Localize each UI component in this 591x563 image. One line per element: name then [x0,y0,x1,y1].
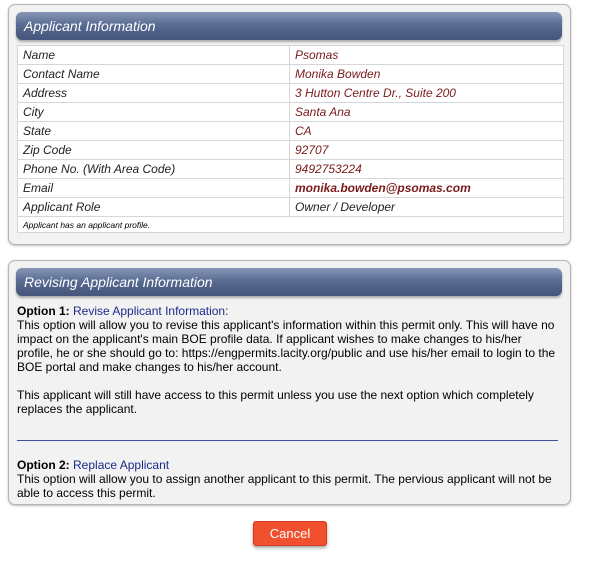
revising-options [17,304,558,500]
info-row [18,122,564,141]
info-row [18,179,564,198]
info-value: 3 Hutton Centre Dr., Suite 200 [290,84,564,103]
info-label: State [18,122,290,141]
info-row [18,84,564,103]
info-value: 9492753224 [290,160,564,179]
applicant-info-table [17,45,564,233]
info-row [18,198,564,217]
option1-label: Option 1: [17,304,70,318]
revising-applicant-panel [8,260,571,505]
info-value: CA [290,122,564,141]
revise-applicant-link[interactable]: Revise Applicant Information: [73,304,229,318]
option2-heading [17,458,558,472]
profile-note: Applicant has an applicant profile. [18,217,564,233]
info-value: Santa Ana [290,103,564,122]
cancel-button[interactable]: Cancel [253,521,327,546]
info-label: Email [18,179,290,198]
info-label: Address [18,84,290,103]
info-label: Phone No. (With Area Code) [18,160,290,179]
info-row [18,103,564,122]
info-label: City [18,103,290,122]
revising-applicant-header: Revising Applicant Information [16,268,562,296]
option1-heading [17,304,558,318]
info-value: Psomas [290,46,564,65]
profile-note-row [18,217,564,233]
info-row [18,141,564,160]
info-value: Monika Bowden [290,65,564,84]
option1-description: This option will allow you to revise this applicant's information within this permit only. This will have no impact on the applicant's main BOE profile data. If applicant wishes to make changes to his/her profile, he or she should go to: https://engpermits.lacity.org/public and use his/her email to login to the BOE portal and make changes to his/her account. [17,318,556,374]
option2-label: Option 2: [17,458,70,472]
info-row [18,46,564,65]
info-row [18,65,564,84]
info-row [18,160,564,179]
applicant-info-panel [8,4,571,245]
info-label: Name [18,46,290,65]
option2-description: This option will allow you to assign another applicant to this permit. The pervious applicant will not be able to access this permit. [17,472,552,500]
option1-note: This applicant will still have access to this permit unless you use the next option which completely replaces the applicant. [17,388,534,416]
info-value: monika.bowden@psomas.com [290,179,564,198]
info-value: 92707 [290,141,564,160]
applicant-info-header: Applicant Information [16,12,562,40]
info-label: Applicant Role [18,198,290,217]
info-value: Owner / Developer [290,198,564,217]
replace-applicant-link[interactable]: Replace Applicant [73,458,170,472]
info-label: Zip Code [18,141,290,160]
info-label: Contact Name [18,65,290,84]
